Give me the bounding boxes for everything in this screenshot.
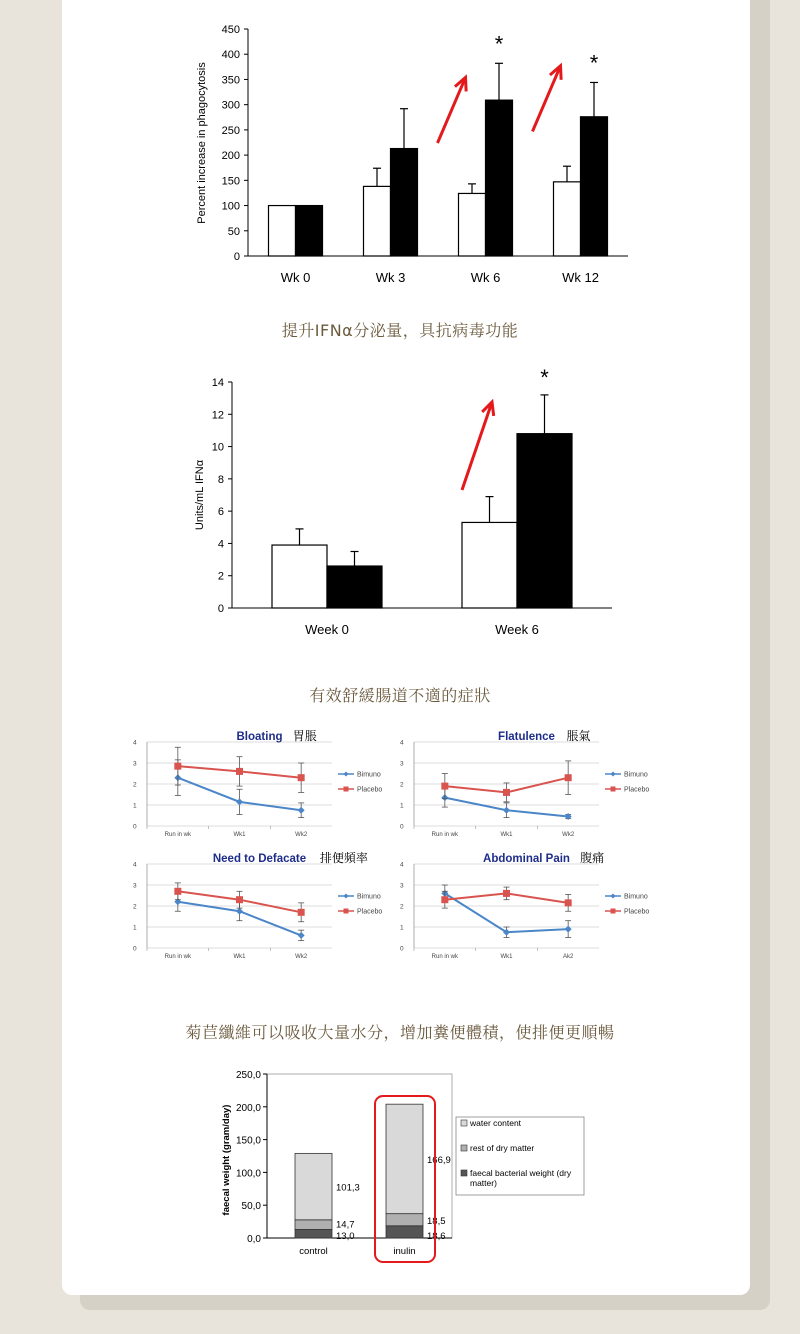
x-tick-label: Week 0 bbox=[305, 622, 349, 637]
stacked-segment bbox=[386, 1226, 423, 1238]
y-tick-label: 150 bbox=[221, 175, 240, 188]
data-label: 166,9 bbox=[427, 1154, 451, 1166]
y-tick-label: 12 bbox=[211, 409, 224, 422]
y-tick-label: 50 bbox=[227, 225, 240, 238]
y-axis-label: Percent increase in phagocytosis bbox=[196, 62, 208, 224]
legend-label: rest of dry matter bbox=[470, 1143, 535, 1153]
y-tick-label: 400 bbox=[221, 49, 240, 62]
legend-swatch bbox=[461, 1120, 467, 1126]
data-label: 18,6 bbox=[427, 1231, 446, 1242]
y-tick-label: 2 bbox=[400, 903, 404, 911]
y-tick-label: 2 bbox=[400, 781, 404, 789]
stacked-segment bbox=[386, 1214, 423, 1226]
legend-label: water content bbox=[470, 1118, 522, 1128]
significance-star: * bbox=[540, 364, 549, 390]
x-tick-label: Wk2 bbox=[562, 832, 575, 838]
y-tick-label: 3 bbox=[400, 760, 404, 768]
x-tick-label: inulin bbox=[393, 1246, 416, 1257]
y-tick-label: 10 bbox=[211, 441, 224, 454]
legend-label: Placebo bbox=[357, 786, 383, 794]
y-tick-label: 0,0 bbox=[247, 1234, 261, 1245]
y-tick-label: 2 bbox=[133, 903, 137, 911]
panel-title: Abdominal Pain bbox=[483, 853, 570, 865]
y-tick-label: 200,0 bbox=[235, 1102, 261, 1114]
y-tick-label: 2 bbox=[133, 781, 137, 789]
legend-label: Bimuno bbox=[624, 771, 648, 779]
x-tick-label: control bbox=[299, 1246, 328, 1257]
y-tick-label: 250 bbox=[221, 124, 240, 137]
x-tick-label: Wk1 bbox=[500, 954, 513, 960]
panel-title-zh: 腹痛 bbox=[580, 851, 605, 865]
y-tick-label: 0 bbox=[133, 945, 137, 953]
data-label: 101,3 bbox=[336, 1182, 360, 1194]
data-label: 14,7 bbox=[336, 1219, 355, 1231]
legend-label: faecal bacterial weight (dry bbox=[470, 1168, 572, 1178]
panel-title-zh: 排便頻率 bbox=[319, 851, 368, 865]
x-tick-label: Wk2 bbox=[295, 832, 308, 838]
panel-title-zh: 脹氣 bbox=[566, 729, 591, 743]
y-tick-label: 300 bbox=[221, 99, 240, 112]
ifn-section-title: 提升IFNα分泌量，具抗病毒功能 bbox=[281, 321, 519, 340]
panel-title: Bloating bbox=[236, 731, 283, 743]
y-axis-label: faecal weight (gram/day) bbox=[221, 1104, 232, 1216]
y-tick-label: 0 bbox=[400, 945, 404, 953]
significance-star: * bbox=[494, 31, 504, 57]
x-tick-label: Ak2 bbox=[562, 954, 574, 960]
y-tick-label: 3 bbox=[133, 760, 137, 768]
stacked-segment bbox=[295, 1229, 332, 1238]
symptom-section-title: 有效舒緩腸道不適的症狀 bbox=[309, 686, 491, 705]
x-tick-label: Wk1 bbox=[500, 832, 513, 838]
x-tick-label: Wk 6 bbox=[470, 270, 501, 285]
y-tick-label: 1 bbox=[400, 924, 404, 932]
y-tick-label: 4 bbox=[400, 861, 404, 869]
x-tick-label: Run in wk bbox=[431, 954, 459, 960]
y-tick-label: 0 bbox=[400, 823, 404, 831]
y-tick-label: 1 bbox=[133, 924, 137, 932]
x-tick-label: Week 6 bbox=[495, 622, 539, 637]
x-tick-label: Wk1 bbox=[233, 832, 246, 838]
y-tick-label: 4 bbox=[217, 538, 224, 551]
legend-label: Placebo bbox=[624, 908, 650, 916]
legend-label: Bimuno bbox=[357, 771, 381, 779]
data-label: 18,5 bbox=[427, 1215, 446, 1227]
y-tick-label: 14 bbox=[211, 377, 224, 389]
y-tick-label: 1 bbox=[400, 802, 404, 810]
y-tick-label: 2 bbox=[217, 570, 224, 583]
x-tick-label: Run in wk bbox=[164, 954, 192, 960]
y-axis-label: Units/mL IFNα bbox=[194, 459, 206, 531]
legend-swatch bbox=[461, 1170, 467, 1176]
y-tick-label: 8 bbox=[217, 473, 224, 486]
x-tick-label: Run in wk bbox=[164, 832, 192, 838]
x-tick-label: Run in wk bbox=[431, 832, 459, 838]
y-tick-label: 450 bbox=[221, 24, 240, 36]
legend-label: Bimuno bbox=[624, 893, 648, 901]
y-tick-label: 3 bbox=[400, 882, 404, 890]
legend-label: Placebo bbox=[357, 908, 383, 916]
y-tick-label: 150,0 bbox=[235, 1135, 261, 1147]
significance-star: * bbox=[589, 50, 599, 76]
panel-title: Need to Defacate bbox=[212, 853, 307, 865]
x-tick-label: Wk 0 bbox=[280, 270, 311, 285]
stacked-segment bbox=[386, 1104, 423, 1213]
x-tick-label: Wk 3 bbox=[375, 270, 406, 285]
y-tick-label: 6 bbox=[217, 506, 224, 519]
y-tick-label: 0 bbox=[133, 823, 137, 831]
legend-label: Placebo bbox=[624, 786, 650, 794]
y-tick-label: 100,0 bbox=[235, 1168, 261, 1180]
legend-label: matter) bbox=[470, 1178, 497, 1188]
y-tick-label: 4 bbox=[400, 739, 404, 747]
panel-title-zh: 胃脹 bbox=[292, 729, 317, 743]
y-tick-label: 1 bbox=[133, 802, 137, 810]
stacked-segment bbox=[295, 1220, 332, 1230]
y-tick-label: 50,0 bbox=[241, 1201, 261, 1213]
legend-swatch bbox=[461, 1145, 467, 1151]
data-label: 13,0 bbox=[336, 1231, 355, 1242]
legend-label: Bimuno bbox=[357, 893, 381, 901]
y-tick-label: 250,0 bbox=[235, 1070, 261, 1081]
panel-title: Flatulence bbox=[498, 731, 555, 743]
y-tick-label: 4 bbox=[133, 739, 137, 747]
x-tick-label: Wk 12 bbox=[562, 270, 599, 285]
x-tick-label: Wk1 bbox=[233, 954, 246, 960]
y-tick-label: 350 bbox=[221, 74, 240, 87]
inulin-section-title: 菊苣纖維可以吸收大量水分，增加糞便體積，使排便更順暢 bbox=[185, 1023, 615, 1042]
y-tick-label: 200 bbox=[221, 150, 240, 163]
y-tick-label: 4 bbox=[133, 861, 137, 869]
y-tick-label: 0 bbox=[233, 251, 240, 263]
y-tick-label: 3 bbox=[133, 882, 137, 890]
y-tick-label: 100 bbox=[221, 200, 240, 213]
stacked-segment bbox=[295, 1153, 332, 1219]
y-tick-label: 0 bbox=[217, 603, 224, 615]
x-tick-label: Wk2 bbox=[295, 954, 308, 960]
